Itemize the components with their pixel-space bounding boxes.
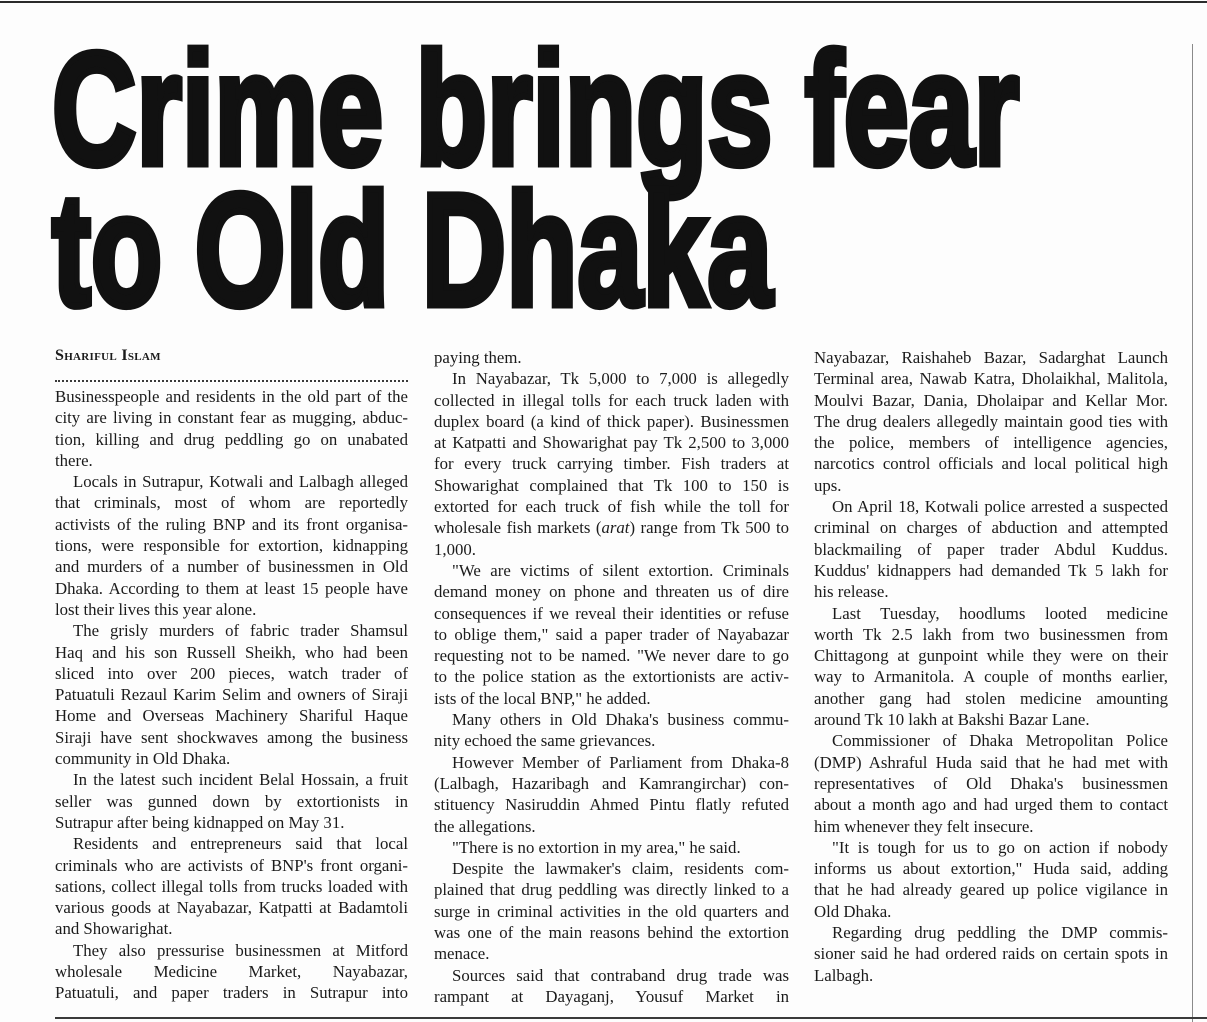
paragraph xyxy=(55,769,408,833)
bottom-rule xyxy=(55,1017,1207,1019)
italic-term: arat xyxy=(601,518,630,538)
text-line: sations, collect illegal tolls from trucks loaded with xyxy=(55,876,408,896)
text-line: Old Dhaka. xyxy=(814,901,892,921)
text-line: In Nayabazar, Tk 5,000 to 7,000 is allegedly xyxy=(452,369,789,389)
text-run: ) range from Tk 500 to xyxy=(629,518,789,538)
paragraph xyxy=(55,471,408,620)
text-line: stituency Nasiruddin Ahmed Pintu flatly refuted xyxy=(434,795,789,815)
text-line: nity echoed the same grievances. xyxy=(434,731,656,751)
text-line: him whenever they felt insecure. xyxy=(814,816,1034,836)
text-line: that he had already geared up police vigilance in xyxy=(814,880,1168,900)
text-line: Home and Overseas Machinery Shariful Haque xyxy=(55,706,408,726)
text-line: ups. xyxy=(814,475,842,495)
text-line: extorted for each truck of fish while the toll for xyxy=(434,497,789,517)
paragraph xyxy=(434,752,789,837)
paragraph xyxy=(434,965,789,1008)
text-line: Many others in Old Dhaka's business commu- xyxy=(452,710,789,730)
text-line: worth Tk 2.5 lakh from two businessmen from xyxy=(814,624,1168,644)
headline-line-2: to Old Dhaka xyxy=(52,160,773,339)
text-line: tion, killing and drug peddling go on unabated xyxy=(55,429,408,449)
text-line: wholesale Medicine Market, Nayabazar, xyxy=(55,962,408,982)
text-line: criminal on charges of abduction and attempted xyxy=(814,518,1168,538)
text-line: paying them. xyxy=(434,348,522,367)
text-line: 1,000. xyxy=(434,539,476,559)
text-line xyxy=(434,517,789,538)
text-line: "There is no extortion in my area," he said. xyxy=(452,837,741,857)
text-line: tions, were responsible for extortion, kidnapping xyxy=(55,536,408,556)
text-line: community in Old Dhaka. xyxy=(55,749,231,769)
paragraph xyxy=(814,837,1168,922)
text-line: Last Tuesday, hoodlums looted medicine xyxy=(832,603,1168,623)
byline: Shariful Islam xyxy=(55,347,161,364)
paragraph xyxy=(55,940,408,1004)
text-line: for every truck carrying timber. Fish traders at xyxy=(434,454,789,474)
text-line: Residents and entrepreneurs said that local xyxy=(73,834,408,854)
text-line: "We are victims of silent extortion. Criminals xyxy=(452,560,789,580)
text-line: Lalbagh. xyxy=(814,965,874,985)
text-line: menace. xyxy=(434,944,490,964)
text-line: Commissioner of Dhaka Metropolitan Police xyxy=(832,731,1168,751)
text-line: there. xyxy=(55,450,93,470)
text-run: wholesale fish markets ( xyxy=(434,518,602,538)
text-line: collected in illegal tolls for each truck laden with xyxy=(434,390,789,410)
text-line: narcotics control officials and local political high xyxy=(814,454,1168,474)
text-line: They also pressurise businessmen at Mitford xyxy=(73,940,408,960)
text-line: requesting not to be named. "We never dare to go xyxy=(434,646,789,666)
text-line: surge in criminal activities in the old quarters and xyxy=(434,901,789,921)
text-line: Nayabazar, Raishaheb Bazar, Sadarghat Launch xyxy=(814,348,1168,367)
text-line: another gang had stolen medicine amounting xyxy=(814,688,1168,708)
paragraph xyxy=(814,347,1168,496)
text-line: Moulvi Bazar, Dania, Dholaipar and Kellar Mor. xyxy=(814,390,1168,410)
text-line: Haq and his son Russell Sheikh, who had been xyxy=(55,642,408,662)
text-line: lost their lives this year alone. xyxy=(55,599,257,619)
paragraph xyxy=(814,603,1168,731)
paragraph xyxy=(55,386,408,471)
headline-line-1: Crime brings fear xyxy=(52,19,1020,198)
text-line: In the latest such incident Belal Hossain, a fruit xyxy=(73,770,408,790)
paragraph xyxy=(55,833,408,939)
text-line: Sutrapur after being kidnapped on May 31. xyxy=(55,812,345,832)
text-line: On April 18, Kotwali police arrested a suspected xyxy=(832,497,1168,517)
paragraph xyxy=(434,560,789,709)
text-line: Dhaka. According to them at least 15 people have xyxy=(55,578,408,598)
paragraph xyxy=(434,837,789,858)
text-line: consequences if we reveal their identities or refuse xyxy=(434,603,789,623)
paragraph xyxy=(55,620,408,769)
text-line: the allegations. xyxy=(434,816,536,836)
text-line: Siraji have sent shockwaves among the business xyxy=(55,727,408,747)
text-line: Chittagong at gunpoint while they were on their xyxy=(814,646,1168,666)
text-line: Patuatuli, and paper traders in Sutrapur into xyxy=(55,983,408,1003)
text-line: around Tk 10 lakh at Bakshi Bazar Lane. xyxy=(814,710,1090,730)
text-line: way to Armanitola. A couple of months earlier, xyxy=(814,667,1168,687)
text-line: sliced into over 200 pieces, watch trader of xyxy=(55,663,408,683)
article-column-3 xyxy=(814,347,1168,986)
text-line: at Katpatti and Showarighat pay Tk 2,500 to 3,000 xyxy=(434,433,789,453)
article-column-1 xyxy=(55,386,408,1004)
paragraph xyxy=(434,368,789,560)
text-line: "It is tough for us to go on action if nobody xyxy=(832,837,1168,857)
text-line: plained that drug peddling was directly linked to a xyxy=(434,880,789,900)
text-line: and murders of a number of businessmen in Old xyxy=(55,557,408,577)
text-line: blackmailing of paper trader Abdul Kuddus. xyxy=(814,539,1168,559)
paragraph xyxy=(814,922,1168,986)
text-line: sioner said he had ordered raids on certain spots in xyxy=(814,944,1168,964)
text-line: However Member of Parliament from Dhaka-8 xyxy=(452,752,789,772)
paragraph xyxy=(814,496,1168,602)
text-line: Patuatuli Rezaul Karim Selim and owners of Siraji xyxy=(55,685,408,705)
text-line: demand money on phone and threaten us of dire xyxy=(434,582,789,602)
text-line: Kuddus' kidnappers had demanded Tk 5 lakh for xyxy=(814,560,1168,580)
text-line: about a month ago and had urged them to contact xyxy=(814,795,1168,815)
text-line: seller was gunned down by extortionists in xyxy=(55,791,408,811)
text-line: was one of the main reasons behind the extortion xyxy=(434,923,789,943)
text-line: (Lalbagh, Hazaribagh and Kamrangirchar) con- xyxy=(434,773,789,793)
text-line: Businesspeople and residents in the old part of the xyxy=(55,387,408,406)
top-rule xyxy=(0,1,1207,3)
article-column-2 xyxy=(434,347,789,1007)
text-line: ists of the local BNP," he added. xyxy=(434,688,651,708)
text-line: The grisly murders of fabric trader Shamsul xyxy=(73,621,408,641)
text-line: Sources said that contraband drug trade was xyxy=(452,965,789,985)
text-line: to the police station as the extortionists are activ- xyxy=(434,667,789,687)
text-line: Terminal area, Nawab Katra, Dholaikhal, Malitola, xyxy=(814,369,1168,389)
text-line: informs us about extortion," Huda said, adding xyxy=(814,859,1168,879)
text-line: representatives of Old Dhaka's businessmen xyxy=(814,773,1168,793)
byline-divider xyxy=(55,380,408,382)
text-line: (DMP) Ashraful Huda said that he had met with xyxy=(814,752,1168,772)
text-line: his release. xyxy=(814,582,889,602)
column-rule-right xyxy=(1192,44,1193,1022)
text-line: that criminals, most of whom are reportedly xyxy=(55,493,408,513)
text-line: various goods at Nayabazar, Katpatti at Badamtoli xyxy=(55,898,408,918)
paragraph xyxy=(814,730,1168,836)
text-line: The drug dealers allegedly maintain good ties with xyxy=(814,411,1168,431)
paragraph xyxy=(434,347,789,368)
text-line: the police, members of intelligence agencies, xyxy=(814,433,1168,453)
text-line: Despite the lawmaker's claim, residents com- xyxy=(452,859,789,879)
text-line: activists of the ruling BNP and its front organisa- xyxy=(55,514,408,534)
text-line: to oblige them," said a paper trader of Nayabazar xyxy=(434,624,789,644)
paragraph xyxy=(434,709,789,752)
text-line: city are living in constant fear as mugging, abduc- xyxy=(55,408,408,428)
text-line: criminals who are activists of BNP's front organi- xyxy=(55,855,408,875)
text-line: Regarding drug peddling the DMP commis- xyxy=(832,923,1168,943)
text-line: and Showarighat. xyxy=(55,919,173,939)
text-line: Locals in Sutrapur, Kotwali and Lalbagh alleged xyxy=(73,472,408,492)
text-line: Showarighat complained that Tk 100 to 150 is xyxy=(434,475,789,495)
text-line: duplex board (a kind of thick paper). Businessmen xyxy=(434,411,789,431)
paragraph xyxy=(434,858,789,964)
text-line: rampant at Dayaganj, Yousuf Market in xyxy=(434,986,789,1006)
